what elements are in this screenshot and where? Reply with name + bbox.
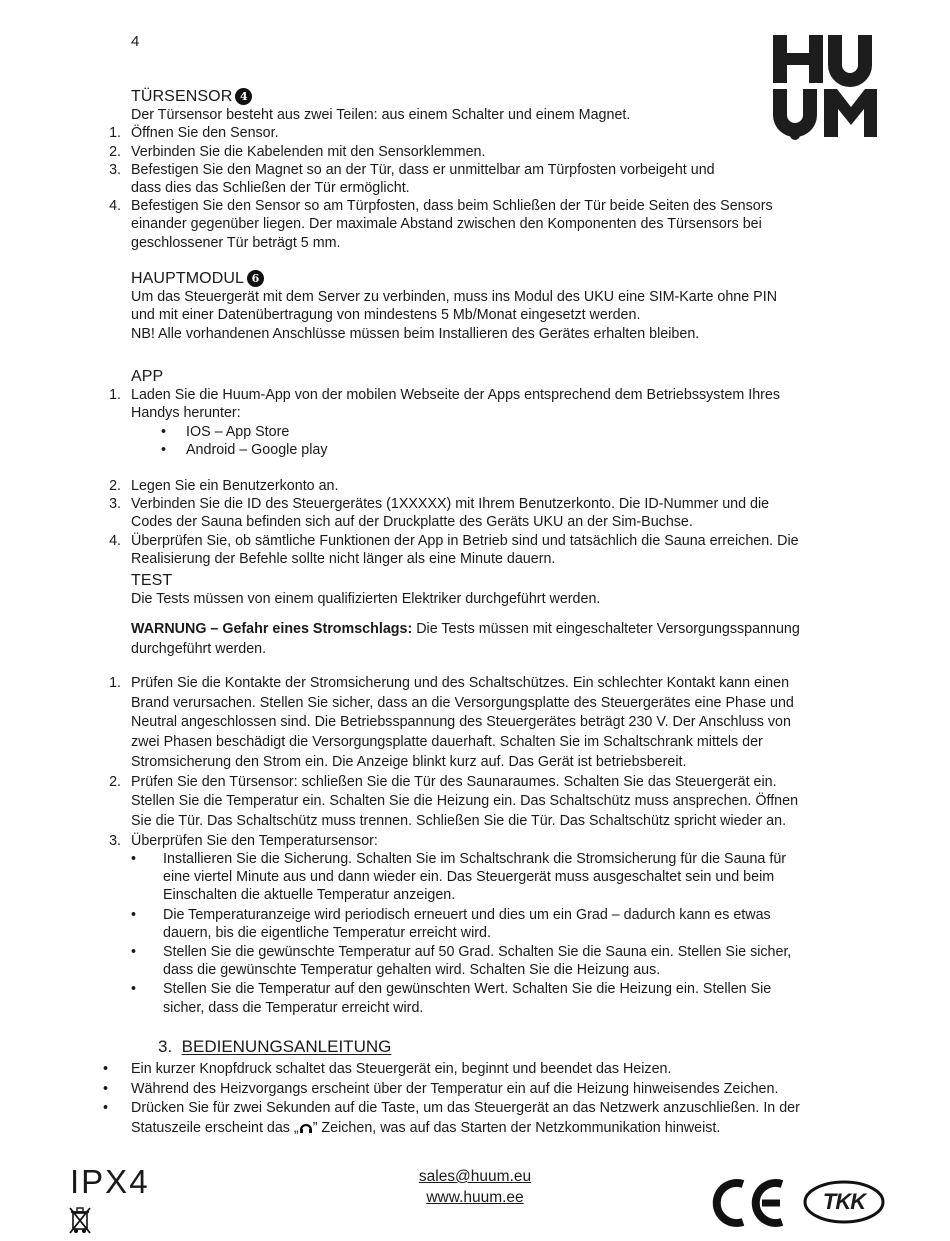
ce-mark-graphic: [712, 1178, 786, 1228]
ce-mark: [712, 1178, 786, 1233]
list-number: 4.: [109, 532, 121, 549]
list-text: Prüfen Sie den Türsensor: schließen Sie die Tür des Saunaraumes. Schalten Sie das Steuergerät ein. Stellen Sie die Temperatur ein. Schalten Sie die Heizung ein. Das Schaltschütz muss ansprechen. Öffnen Sie die Tür. Das Schaltschütz muss trennen. Schließen Sie die Tür. Das Schaltschütz spricht wieder an.: [131, 773, 799, 829]
door-sensor-title-text: TÜRSENSOR: [131, 88, 233, 105]
list-item: [131, 906, 808, 942]
list-number: 2.: [109, 773, 121, 790]
bullet-icon: •: [131, 851, 137, 867]
list-number: 2.: [109, 478, 121, 495]
list-number: 3.: [109, 832, 121, 849]
list-text: Öffnen Sie den Sensor.: [131, 125, 279, 142]
list-item: [109, 386, 811, 422]
list-item: [103, 1080, 821, 1100]
list-text: Die Temperaturanzeige wird periodisch erneuert und dies um ein Grad – dadurch kann es etwas dauern, bis die eigentliche Temperatur erreicht wird.: [163, 906, 771, 941]
list-item: [109, 773, 816, 832]
bullet-icon: •: [103, 1100, 109, 1117]
manual-list: [103, 1060, 821, 1139]
list-text: Überprüfen Sie, ob sämtliche Funktionen der App in Betrieb sind und tatsächlich die Sauna erreichen. Die Realisierung der Befehle sollte nicht länger als eine Minute dauern.: [131, 532, 799, 567]
bullet-icon: •: [103, 1080, 109, 1097]
list-item: [131, 980, 808, 1016]
list-text: Installieren Sie die Sicherung. Schalten Sie im Schaltschrank die Stromsicherung für die Sauna für eine viertel Minute aus und dann wieder ein. Das Steuergerät muss ausgeschaltet sein und beim Einschalten die aktuelle Temperatur anzeigen.: [163, 851, 787, 904]
list-text: Während des Heizvorgangs erscheint über der Temperatur ein auf die Heizung hinweisendes Zeichen.: [131, 1080, 779, 1097]
store-text: Android – Google play: [186, 441, 328, 458]
list-item: [103, 1099, 821, 1138]
list-item: [109, 161, 741, 197]
list-item: [103, 1060, 821, 1080]
door-sensor-intro: Der Türsensor besteht aus zwei Teilen: aus einem Schalter und einem Magnet.: [131, 107, 631, 124]
bullet-icon: •: [131, 944, 137, 961]
page-number: 4: [131, 33, 140, 50]
list-item: [131, 943, 808, 979]
list-number: 1.: [109, 387, 121, 404]
list-item: [109, 532, 811, 568]
bullet-icon: •: [161, 441, 167, 458]
test-section: [131, 572, 821, 659]
list-number: 3.: [109, 161, 121, 178]
list-text: Laden Sie die Huum-App von der mobilen Webseite der Apps entsprechend dem Betriebssystem Ihres Handys herunter:: [131, 387, 781, 422]
list-text: Stellen Sie die Temperatur auf den gewünschten Wert. Schalten Sie die Heizung ein. Stellen Sie sicher, dass die Temperatur erreicht wird.: [163, 981, 772, 1016]
store-list: [131, 423, 811, 459]
list-text: Ein kurzer Knopfdruck schaltet das Steuergerät ein, beginnt und beendet das Heizen.: [131, 1061, 672, 1077]
list-item: [109, 495, 811, 531]
list-text: Verbinden Sie die ID des Steuergerätes (1XXXXX) mit Ihrem Benutzerkonto. Die ID-Nummer und die Codes der Sauna befinden sich auf der Druckplatte des Geräts UKU an der Sim-Buchse.: [131, 496, 770, 531]
store-item: [161, 423, 811, 441]
bullet-icon: •: [161, 423, 167, 440]
door-sensor-title: [131, 88, 831, 106]
test-title: TEST: [131, 572, 173, 589]
marker-6-badge: 6: [247, 270, 264, 287]
list-text: Stellen Sie die gewünschte Temperatur auf 50 Grad. Schalten Sie die Sauna ein. Stellen Sie sicher, dass die gewünschte Temperatur gehalten wird. Schalten Sie die Heizung aus.: [163, 944, 792, 979]
list-text: Verbinden Sie die Kabelenden mit den Sensorklemmen.: [131, 143, 486, 160]
list-item: [109, 124, 831, 142]
list-number: 4.: [109, 198, 121, 215]
bullet-icon: •: [131, 906, 137, 923]
list-number: 3.: [109, 496, 121, 513]
weee-bin-icon: [68, 1205, 92, 1240]
list-number: 2.: [109, 143, 121, 160]
marker-4-badge: 4: [235, 88, 252, 105]
list-item: [109, 477, 811, 495]
bullet-icon: •: [103, 1061, 109, 1077]
list-text: Prüfen Sie die Kontakte der Stromsicherung und des Schaltschützes. Ein schlechter Kontakt kann einen Brand verursachen. Stellen Sie sicher, dass an die Versorgungsplatte des Steuergerätes eine Phase und Neutral angeschlossen sind. Die Betriebsspannung des Steuergerätes beträgt 230 V. Der Anschluss von zwei Phasen beschädigt die Versorgungsplatte dauerhaft. Schalten Sie im Schaltschrank mittels der Stromsicherung den Strom ein. Die Anzeige blinkt kurz auf. Das Gerät ist betriebsbereit.: [131, 675, 794, 770]
test-warning: [131, 620, 821, 659]
tkk-text: TKK: [822, 1189, 866, 1214]
app-section: [109, 368, 811, 568]
list-text: Legen Sie ein Benutzerkonto an.: [131, 478, 339, 495]
list-text: Drücken Sie für zwei Sekunden auf die Taste, um das Steuergerät an das Netzwerk anzuschließen. In der Statuszeile erscheint das „: [131, 1100, 800, 1137]
list-number: 1.: [109, 125, 121, 142]
warning-label: WARNUNG – Gefahr eines Stromschlags:: [131, 621, 413, 638]
manual-number: 3.: [158, 1037, 173, 1056]
manual-title: BEDIENUNGSANLEITUNG: [181, 1037, 392, 1056]
list-number: 1.: [109, 675, 121, 691]
list-item: [109, 832, 816, 850]
store-text: IOS – App Store: [186, 423, 290, 440]
list-item: [109, 197, 791, 252]
temperature-check-list: [131, 850, 808, 1017]
network-icon: [299, 1120, 313, 1134]
main-module-section: [131, 270, 801, 343]
warning-text: Die Tests müssen mit eingeschalteter Versorgungsspannung durchgeführt werden.: [131, 621, 800, 657]
app-title: APP: [131, 368, 164, 385]
list-text: Befestigen Sie den Sensor so am Türpfosten, dass beim Schließen der Tür beide Seiten des Sensors einander gegenüber liegen. Der maximale Abstand zwischen den Komponenten des Türsensors bei geschlossener Tür beträgt 5 mm.: [131, 198, 773, 251]
list-text: Überprüfen Sie den Temperatursensor:: [131, 832, 378, 849]
ip-rating: IPX4: [70, 1163, 150, 1200]
footer-contact: [375, 1166, 575, 1208]
tkk-mark: [803, 1180, 885, 1224]
store-item: [161, 441, 811, 459]
test-steps: [109, 674, 816, 850]
list-item: [109, 143, 831, 161]
main-module-p2: NB! Alle vorhandenen Anschlüsse müssen beim Installieren des Gerätes erhalten bleiben.: [131, 325, 700, 342]
main-module-title: [131, 270, 801, 288]
main-module-p1: Um das Steuergerät mit dem Server zu verbinden, muss ins Modul des UKU eine SIM-Karte ohne PIN und mit einer Datenübertragung von mindestens 5 Mb/Monat eingesetzt werden.: [131, 289, 778, 324]
test-intro: Die Tests müssen von einem qualifizierten Elektriker durchgeführt werden.: [131, 591, 601, 608]
list-item: [131, 850, 808, 905]
list-text: Befestigen Sie den Magnet so an der Tür, dass er unmittelbar am Türpfosten vorbeigeht und dass dies das Schließen der Tür ermöglicht.: [131, 161, 715, 197]
list-item: [109, 674, 816, 773]
list-text-end: ” Zeichen, was auf das Starten der Netzkommunikation hinweist.: [312, 1120, 721, 1137]
website-link[interactable]: www.huum.ee: [426, 1189, 524, 1206]
manual-heading: [158, 1038, 391, 1056]
email-link[interactable]: sales@huum.eu: [418, 1168, 532, 1185]
door-sensor-section: [109, 88, 831, 252]
main-module-title-text: HAUPTMODUL: [131, 270, 245, 287]
bullet-icon: •: [131, 981, 137, 998]
